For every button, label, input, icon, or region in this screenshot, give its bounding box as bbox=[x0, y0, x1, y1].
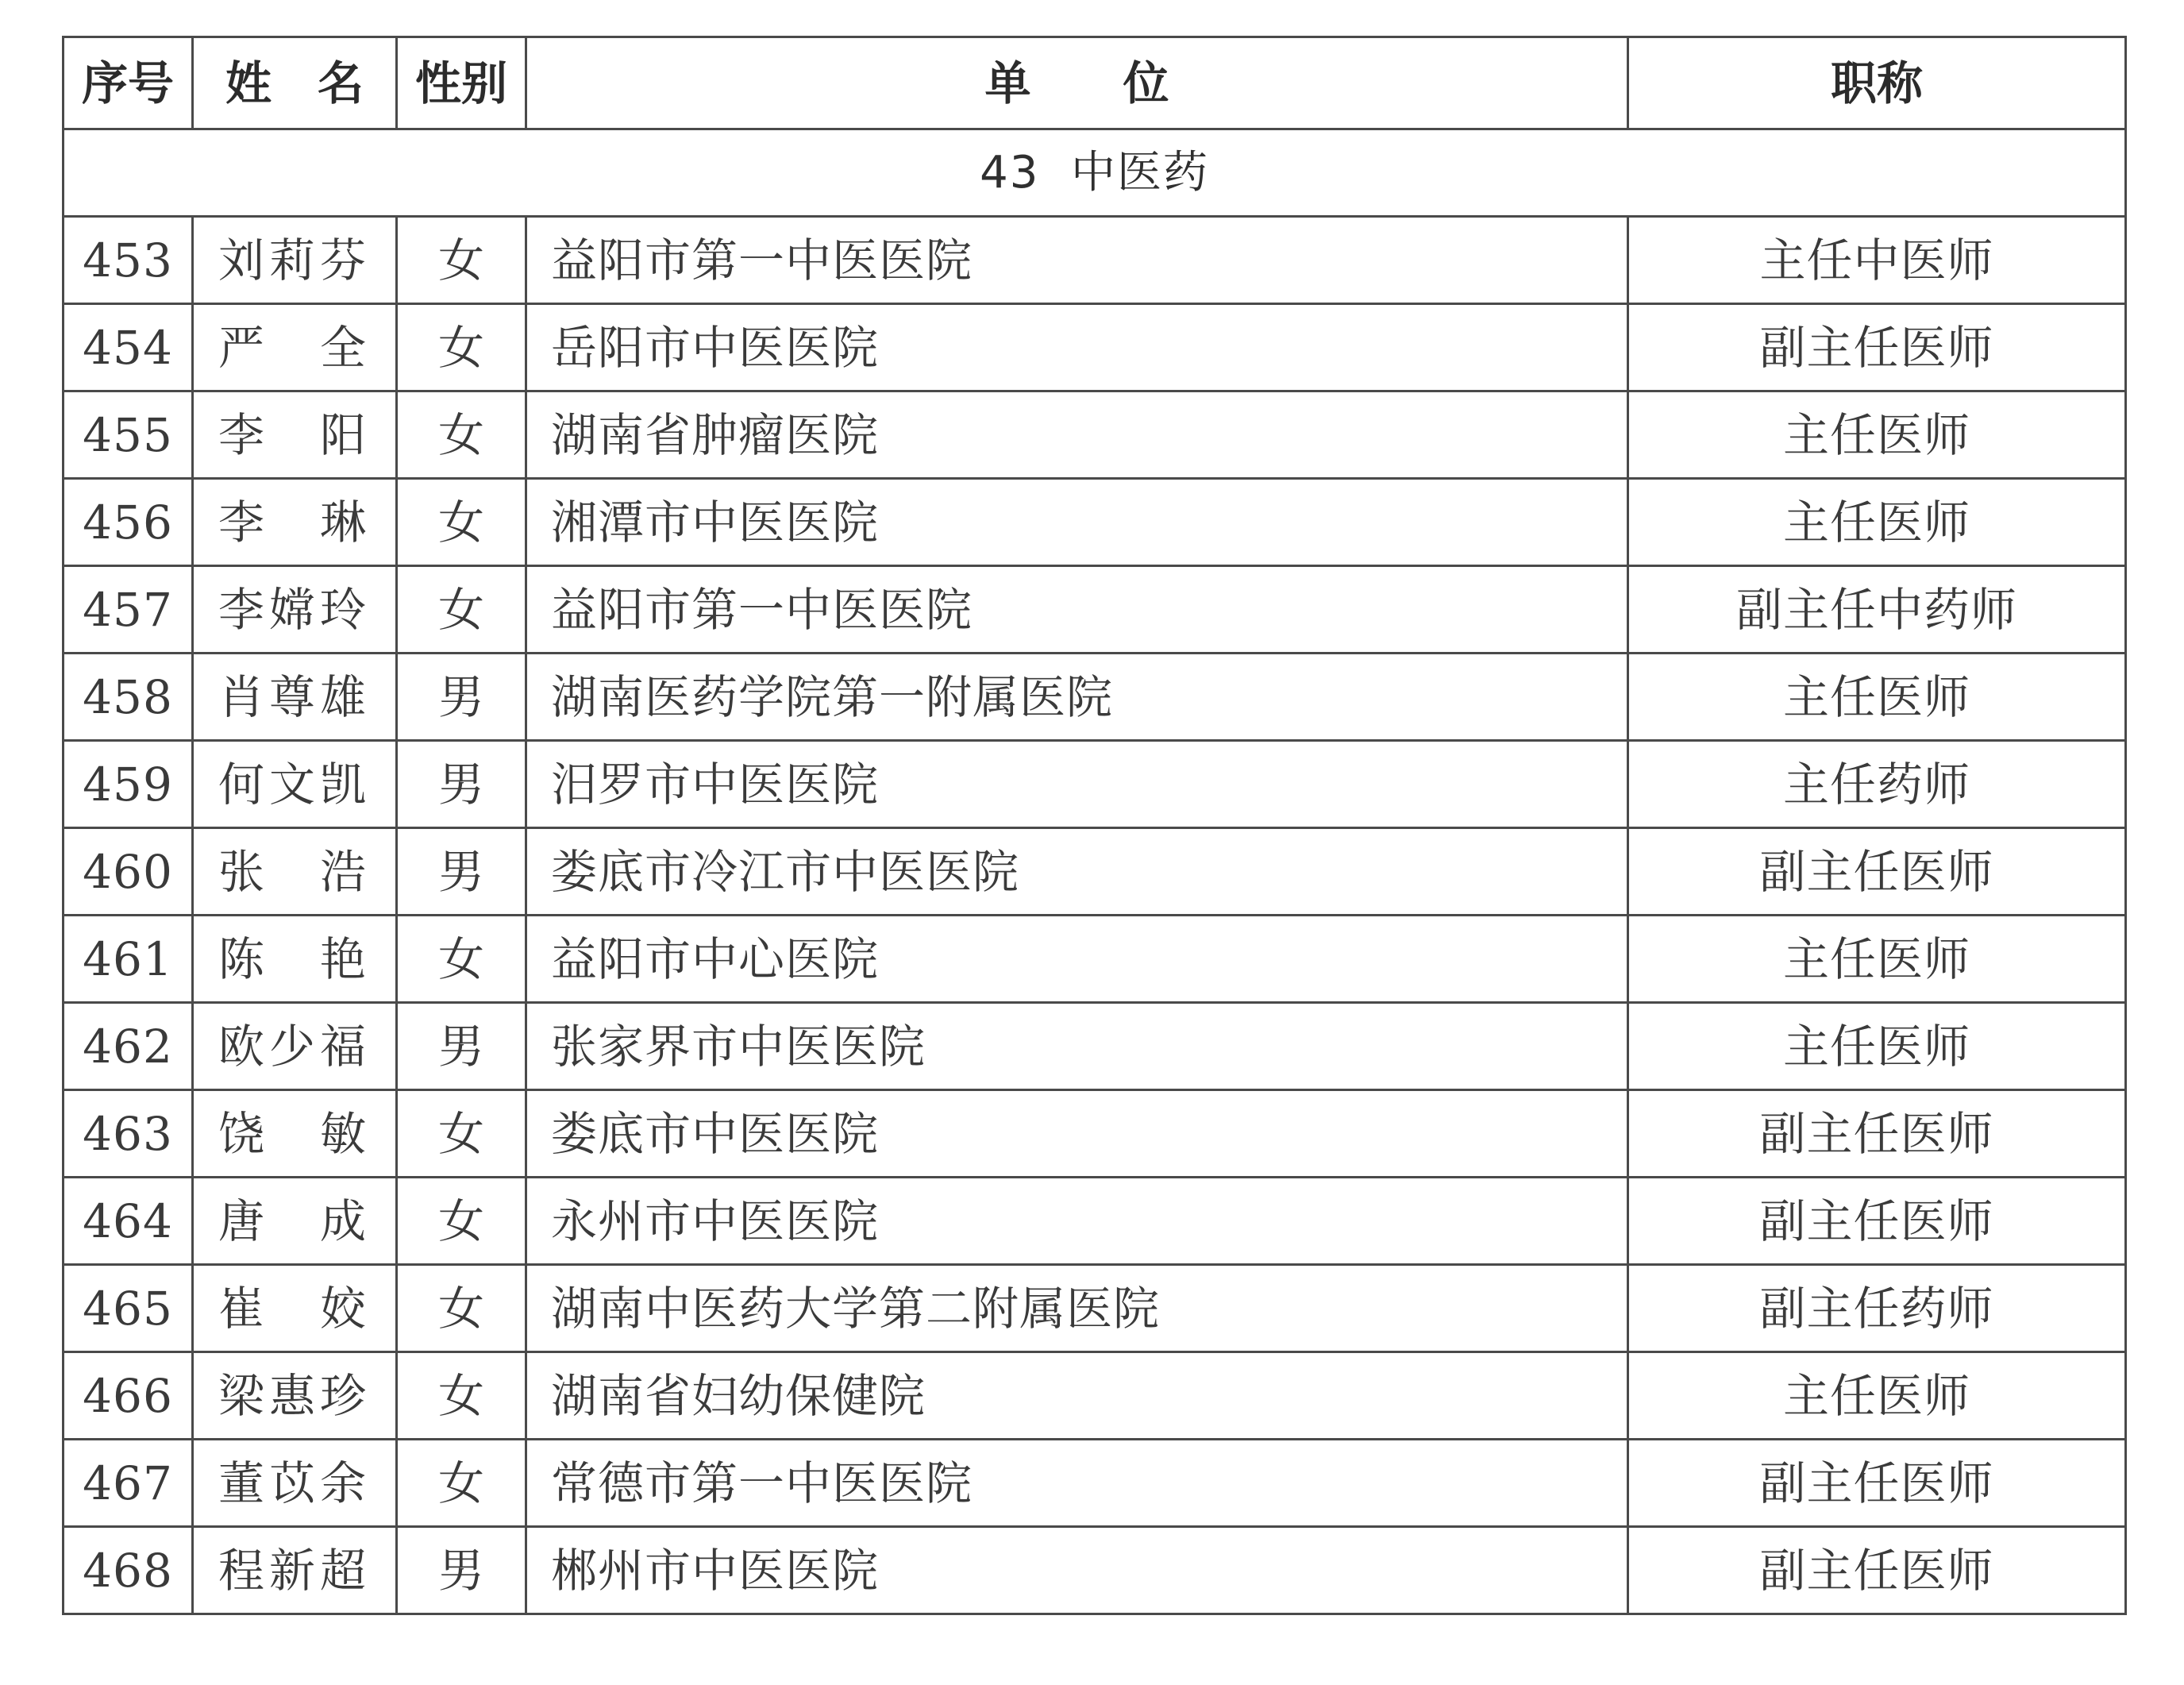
row-number: 464 bbox=[64, 1178, 193, 1265]
row-name: 崔 姣 bbox=[193, 1265, 397, 1352]
row-unit: 湖南中医药大学第二附属医院 bbox=[526, 1265, 1628, 1352]
row-number: 462 bbox=[64, 1003, 193, 1090]
row-sex: 女 bbox=[397, 916, 526, 1003]
table-row bbox=[64, 916, 2126, 1003]
row-unit: 益阳市第一中医医院 bbox=[526, 566, 1628, 654]
table-row bbox=[64, 1352, 2126, 1440]
row-name: 梁惠珍 bbox=[193, 1352, 397, 1440]
row-title: 副主任医师 bbox=[1628, 1090, 2126, 1178]
header-no: 序号 bbox=[64, 37, 193, 129]
row-title: 主任医师 bbox=[1628, 479, 2126, 566]
row-number: 468 bbox=[64, 1527, 193, 1614]
section-cell bbox=[64, 129, 2126, 217]
row-unit: 娄底市中医医院 bbox=[526, 1090, 1628, 1178]
table-row bbox=[64, 1178, 2126, 1265]
row-unit: 娄底市冷江市中医医院 bbox=[526, 828, 1628, 916]
row-name: 严 全 bbox=[193, 304, 397, 391]
row-title: 主任医师 bbox=[1628, 391, 2126, 479]
row-name: 肖尊雄 bbox=[193, 654, 397, 741]
row-unit: 永州市中医医院 bbox=[526, 1178, 1628, 1265]
row-name: 何文凯 bbox=[193, 741, 397, 828]
section-number: 43 bbox=[980, 146, 1040, 199]
row-sex: 男 bbox=[397, 828, 526, 916]
row-unit: 岳阳市中医医院 bbox=[526, 304, 1628, 391]
table-row bbox=[64, 479, 2126, 566]
row-number: 466 bbox=[64, 1352, 193, 1440]
row-name: 唐 成 bbox=[193, 1178, 397, 1265]
row-number: 461 bbox=[64, 916, 193, 1003]
row-unit: 常德市第一中医医院 bbox=[526, 1440, 1628, 1527]
row-unit: 汨罗市中医医院 bbox=[526, 741, 1628, 828]
table-body bbox=[64, 129, 2126, 1614]
row-unit: 郴州市中医医院 bbox=[526, 1527, 1628, 1614]
row-number: 458 bbox=[64, 654, 193, 741]
row-sex: 女 bbox=[397, 304, 526, 391]
row-sex: 女 bbox=[397, 217, 526, 304]
row-name: 欧少福 bbox=[193, 1003, 397, 1090]
row-name: 李 琳 bbox=[193, 479, 397, 566]
row-sex: 女 bbox=[397, 1352, 526, 1440]
row-title: 主任中医师 bbox=[1628, 217, 2126, 304]
row-title: 副主任医师 bbox=[1628, 1527, 2126, 1614]
table-row bbox=[64, 1090, 2126, 1178]
section-row bbox=[64, 129, 2126, 217]
table-row bbox=[64, 828, 2126, 916]
header-unit: 单 位 bbox=[526, 37, 1628, 129]
row-number: 455 bbox=[64, 391, 193, 479]
table-row bbox=[64, 566, 2126, 654]
header-row bbox=[64, 37, 2126, 129]
row-title: 副主任医师 bbox=[1628, 304, 2126, 391]
row-name: 陈 艳 bbox=[193, 916, 397, 1003]
row-number: 456 bbox=[64, 479, 193, 566]
row-number: 465 bbox=[64, 1265, 193, 1352]
row-title: 主任医师 bbox=[1628, 1003, 2126, 1090]
row-unit: 湖南省肿瘤医院 bbox=[526, 391, 1628, 479]
row-name: 李 阳 bbox=[193, 391, 397, 479]
row-title: 副主任医师 bbox=[1628, 1178, 2126, 1265]
row-number: 460 bbox=[64, 828, 193, 916]
row-title: 副主任医师 bbox=[1628, 828, 2126, 916]
row-unit: 张家界市中医医院 bbox=[526, 1003, 1628, 1090]
header-name: 姓 名 bbox=[193, 37, 397, 129]
row-unit: 湖南省妇幼保健院 bbox=[526, 1352, 1628, 1440]
row-title: 主任药师 bbox=[1628, 741, 2126, 828]
table-row bbox=[64, 391, 2126, 479]
row-title: 主任医师 bbox=[1628, 654, 2126, 741]
section-label: 中医药 bbox=[1070, 146, 1209, 199]
row-name: 饶 敏 bbox=[193, 1090, 397, 1178]
table-row bbox=[64, 1265, 2126, 1352]
row-title: 副主任医师 bbox=[1628, 1440, 2126, 1527]
table-row bbox=[64, 217, 2126, 304]
personnel-table bbox=[62, 36, 2127, 1615]
table-row bbox=[64, 304, 2126, 391]
row-name: 张 浩 bbox=[193, 828, 397, 916]
row-name: 李嫦玲 bbox=[193, 566, 397, 654]
row-sex: 女 bbox=[397, 479, 526, 566]
row-number: 463 bbox=[64, 1090, 193, 1178]
row-name: 程新超 bbox=[193, 1527, 397, 1614]
row-number: 467 bbox=[64, 1440, 193, 1527]
row-unit: 湖南医药学院第一附属医院 bbox=[526, 654, 1628, 741]
row-title: 主任医师 bbox=[1628, 916, 2126, 1003]
row-sex: 男 bbox=[397, 741, 526, 828]
header-sex: 性别 bbox=[397, 37, 526, 129]
row-sex: 男 bbox=[397, 1527, 526, 1614]
row-title: 主任医师 bbox=[1628, 1352, 2126, 1440]
table-row bbox=[64, 654, 2126, 741]
row-title: 副主任药师 bbox=[1628, 1265, 2126, 1352]
row-sex: 女 bbox=[397, 566, 526, 654]
row-unit: 益阳市中心医院 bbox=[526, 916, 1628, 1003]
row-number: 453 bbox=[64, 217, 193, 304]
row-sex: 女 bbox=[397, 1265, 526, 1352]
row-name: 董苡余 bbox=[193, 1440, 397, 1527]
table-row bbox=[64, 741, 2126, 828]
table-row bbox=[64, 1527, 2126, 1614]
row-name: 刘莉芬 bbox=[193, 217, 397, 304]
row-sex: 男 bbox=[397, 1003, 526, 1090]
row-sex: 女 bbox=[397, 391, 526, 479]
row-unit: 湘潭市中医医院 bbox=[526, 479, 1628, 566]
row-sex: 女 bbox=[397, 1178, 526, 1265]
table-row bbox=[64, 1440, 2126, 1527]
row-number: 454 bbox=[64, 304, 193, 391]
row-sex: 女 bbox=[397, 1090, 526, 1178]
row-sex: 男 bbox=[397, 654, 526, 741]
row-title: 副主任中药师 bbox=[1628, 566, 2126, 654]
table-row bbox=[64, 1003, 2126, 1090]
row-number: 459 bbox=[64, 741, 193, 828]
header-title: 职称 bbox=[1628, 37, 2126, 129]
row-unit: 益阳市第一中医医院 bbox=[526, 217, 1628, 304]
row-number: 457 bbox=[64, 566, 193, 654]
row-sex: 女 bbox=[397, 1440, 526, 1527]
